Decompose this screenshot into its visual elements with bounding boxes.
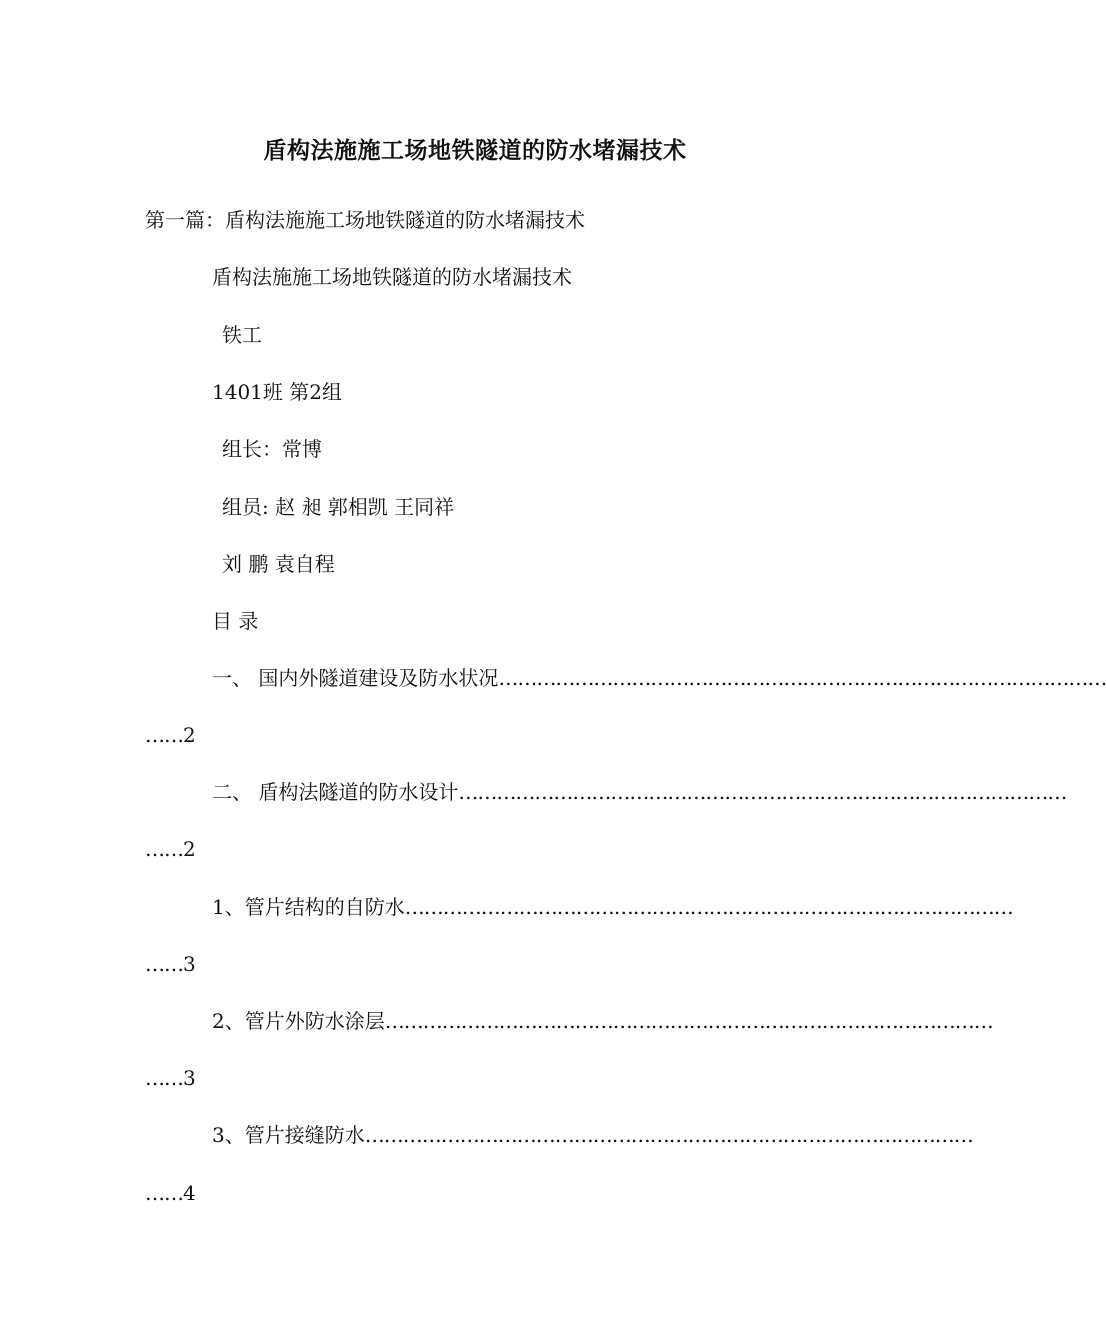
- toc-leader-dots: ……………………………………………………………………………………: [404, 895, 1013, 919]
- group-leader: 组长：常博: [222, 437, 322, 461]
- toc-entry: [212, 777, 1067, 807]
- section-heading: 第一篇：盾构法施施工场地铁隧道的防水堵漏技术: [145, 208, 585, 232]
- toc-page-number: 3: [183, 1066, 196, 1090]
- toc-entry: [212, 1006, 993, 1036]
- toc-page-line: [145, 834, 196, 864]
- toc-leader-dots: ……………………………………………………………………………………: [364, 1123, 973, 1147]
- toc-leader-dots: ……………………………………………………………………………………: [498, 666, 1106, 690]
- group-members: 组员: 赵 昶 郭相凯 王同祥: [222, 495, 455, 519]
- toc-entry: [212, 663, 1106, 693]
- toc-leader-dots: ……: [145, 837, 183, 861]
- toc-page-number: 4: [183, 1181, 196, 1205]
- toc-leader-dots: ……: [145, 1181, 183, 1205]
- toc-page-line: [145, 1063, 196, 1093]
- toc-leader-dots: ……: [145, 952, 183, 976]
- toc-heading: 目 录: [212, 609, 259, 633]
- toc-entry-label: 二、 盾构法隧道的防水设计: [212, 780, 459, 804]
- toc-page-number: 3: [183, 952, 196, 976]
- subtitle: 盾构法施施工场地铁隧道的防水堵漏技术: [212, 265, 572, 289]
- toc-page-line: [145, 949, 196, 979]
- toc-leader-dots: ……: [145, 723, 183, 747]
- toc-leader-dots: ……………………………………………………………………………………: [458, 780, 1067, 804]
- group-members-continued: 刘 鹏 袁自程: [222, 552, 335, 576]
- toc-page-line: [145, 1178, 196, 1208]
- toc-entry: [212, 892, 1013, 922]
- toc-entry-label: 3、管片接缝防水: [212, 1123, 365, 1147]
- toc-entry-label: 一、 国内外隧道建设及防水状况: [212, 666, 499, 690]
- toc-page-line: [145, 720, 196, 750]
- toc-entry-label: 2、管片外防水涂层: [212, 1009, 385, 1033]
- toc-page-number: 2: [183, 837, 196, 861]
- document-title: 盾构法施施工场地铁隧道的防水堵漏技术: [263, 137, 687, 164]
- class-group: 1401班 第2组: [212, 380, 342, 404]
- toc-entry: [212, 1120, 973, 1150]
- toc-entry-label: 1、管片结构的自防水: [212, 895, 405, 919]
- toc-leader-dots: ……………………………………………………………………………………: [384, 1009, 993, 1033]
- department: 铁工: [222, 323, 262, 347]
- toc-leader-dots: ……: [145, 1066, 183, 1090]
- toc-page-number: 2: [183, 723, 196, 747]
